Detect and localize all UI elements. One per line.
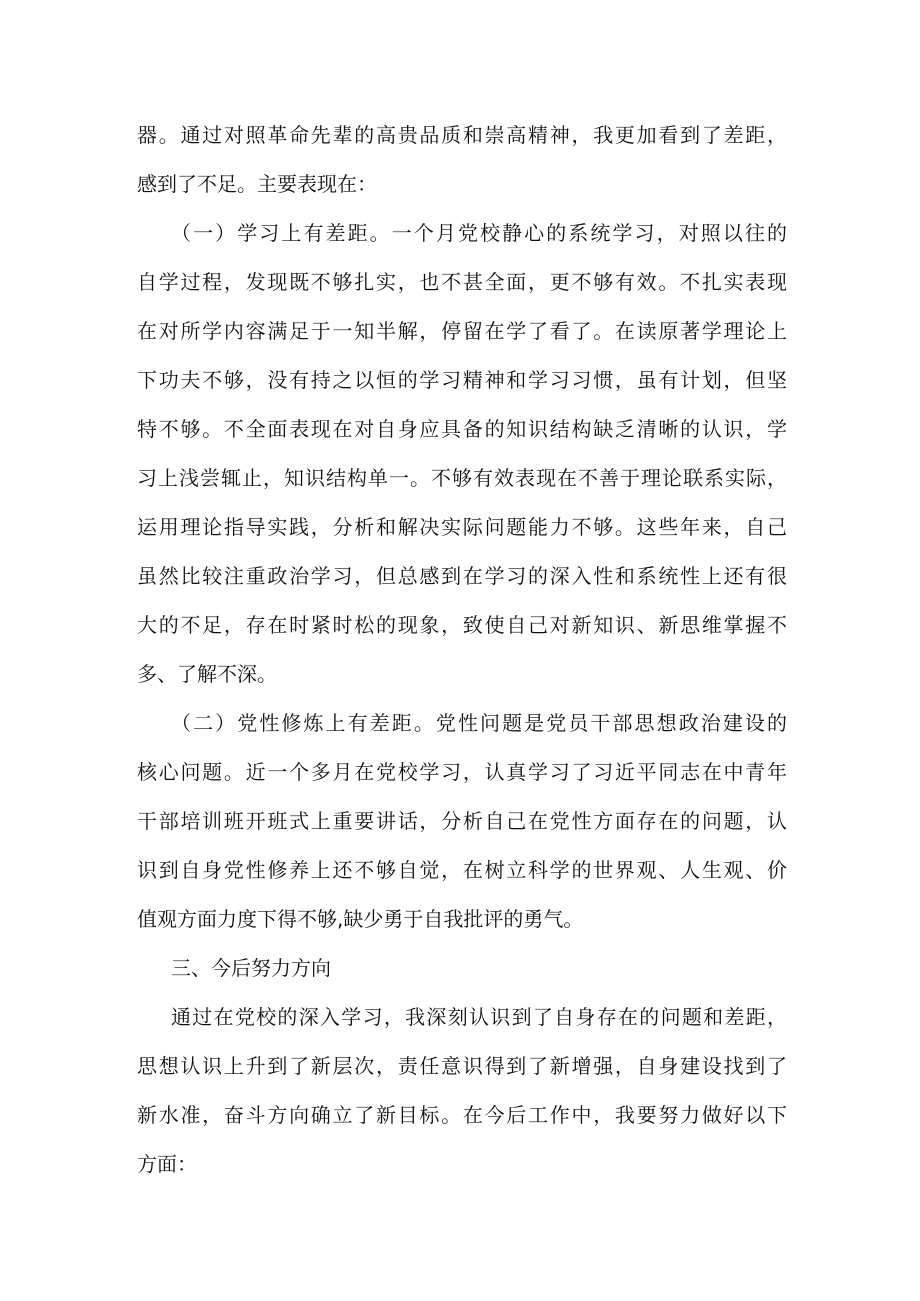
section-heading: 三、今后努力方向 — [171, 956, 331, 980]
text-line: 在对所学内容满足于一知半解，停留在学了看了。在读原著学理论上 — [137, 319, 787, 343]
text-line: 运用理论指导实践，分析和解决实际问题能力不够。这些年来，自己 — [137, 515, 787, 539]
text-line: 新水准，奋斗方向确立了新目标。在今后工作中，我要努力做好以下 — [137, 1103, 787, 1127]
text-line: 值观方面力度下得不够,缺少勇于自我批评的勇气。 — [137, 907, 584, 931]
text-line: 特不够。不全面表现在对自身应具备的知识结构缺乏清晰的认识，学 — [137, 417, 787, 441]
text-line: 方面： — [137, 1152, 197, 1176]
text-line: 干部培训班开班式上重要讲话，分析自己在党性方面存在的问题，认 — [137, 809, 787, 833]
text-line: 虽然比较注重政治学习，但总感到在学习的深入性和系统性上还有很 — [137, 564, 787, 588]
text-line: 识到自身党性修养上还不够自觉，在树立科学的世界观、人生观、价 — [137, 858, 787, 882]
text-line: 习上浅尝辄止，知识结构单一。不够有效表现在不善于理论联系实际， — [137, 466, 787, 490]
text-line: 核心问题。近一个多月在党校学习，认真学习了习近平同志在中青年 — [137, 760, 787, 784]
text-line: 多、了解不深。 — [137, 662, 277, 686]
text-line: 大的不足，存在时紧时松的现象，致使自己对新知识、新思维掌握不 — [137, 613, 787, 637]
text-line: 思想认识上升到了新层次，责任意识得到了新增强，自身建设找到了 — [137, 1054, 787, 1078]
text-line: 感到了不足。主要表现在： — [137, 172, 377, 196]
text-line: （二）党性修炼上有差距。党性问题是党员干部思想政治建设的 — [171, 711, 787, 735]
text-line: 器。通过对照革命先辈的高贵品质和崇高精神，我更加看到了差距， — [137, 123, 787, 147]
text-line: 下功夫不够，没有持之以恒的学习精神和学习习惯，虽有计划，但坚 — [137, 368, 787, 392]
text-line: （一）学习上有差距。一个月党校静心的系统学习，对照以往的 — [171, 221, 787, 245]
text-line: 自学过程，发现既不够扎实，也不甚全面，更不够有效。不扎实表现 — [137, 270, 787, 294]
body-text — [137, 111, 787, 1189]
text-line: 通过在党校的深入学习，我深刻认识到了自身存在的问题和差距， — [171, 1005, 787, 1029]
